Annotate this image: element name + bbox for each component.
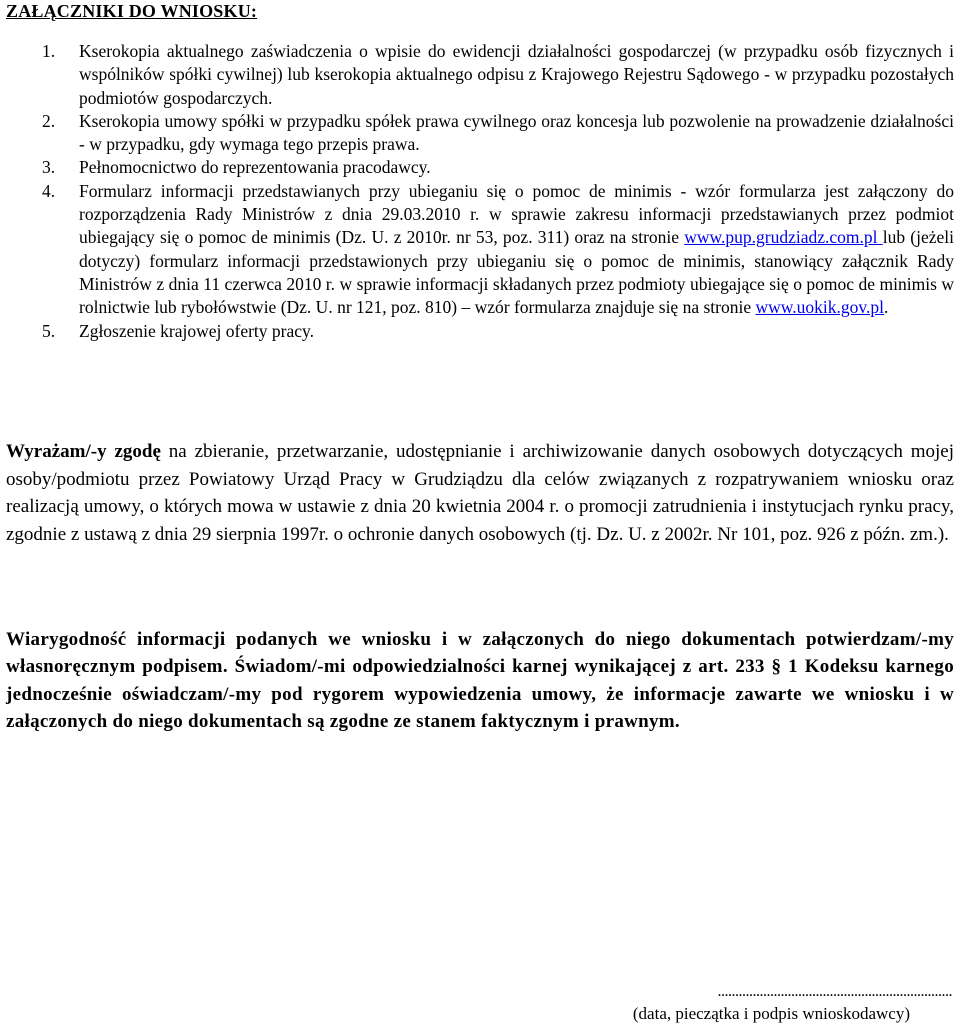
list-item-text: Kserokopia umowy spółki w przypadku spółek prawa cywilnego oraz koncesja lub pozwolenie na prowadzenie działalności - w przypadku, gdy wymaga tego przepis prawa.: [79, 110, 954, 155]
list-item-text: Pełnomocnictwo do reprezentowania pracodawcy.: [79, 157, 431, 178]
list-item-number: 5.: [42, 320, 56, 341]
consent-text: na zbieranie, przetwarzanie, udostępnianie i archiwizowanie danych osobowych dotyczących mojej osoby/podmiotu przez Powiatowy Urząd Pracy w Grudziądzu dla celów związanych z rozpatrywaniem wniosku oraz realizacją umowy, o których mowa w ustawie z dnia 20 kwietnia 2004 r. o promocji zatrudnienia i instytucjach rynku pracy, zgodnie z ustawą z dnia 29 sierpnia 1997r. o ochronie danych osobowych (tj. Dz. U. z 2002r. Nr 101, poz. 926 z późn. zm.).: [6, 441, 955, 545]
uokik-website-link[interactable]: www.uokik.gov.pl: [755, 297, 884, 318]
list-item: [6, 180, 954, 320]
consent-paragraph: [6, 438, 954, 548]
list-item-text-part: .: [883, 297, 889, 318]
signature-line: ...................................................................: [717, 983, 952, 1000]
signature-caption: (data, pieczątka i podpis wnioskodawcy): [632, 1004, 910, 1023]
list-item: [6, 156, 954, 179]
list-item-text: [79, 181, 954, 317]
list-item-number: 3.: [42, 157, 56, 178]
list-item-text-part: Formularz informacji przedstawianych przy ubieganiu się o pomoc de minimis - wzór formularza jest załączony do rozporządzenia Rady Ministrów z dnia 29.03.2010 r. w sprawie zakresu informacji przedstawianych przez podmiot ubiegający się o pomoc de minimis (Dz. U. z 2010r. nr 53, poz. 311) oraz na stronie: [79, 180, 954, 248]
consent-bold-phrase: Wyrażam/-y zgodę: [6, 441, 161, 462]
list-item-text: Kserokopia aktualnego zaświadczenia o wpisie do ewidencji działalności gospodarczej (w przypadku osób fizycznych i wspólników spółki cywilnej) lub kserokopia aktualnego odpisu z Krajowego Rejestru Sądowego - w przypadku pozostałych podmiotów gospodarczych.: [79, 41, 954, 108]
pup-website-link[interactable]: www.pup.grudziadz.com.pl: [684, 227, 883, 248]
list-item-number: 4.: [42, 180, 56, 201]
declaration-paragraph: Wiarygodność informacji podanych we wniosku i w załączonych do niego dokumentach potwierdzam/-my własnoręcznym podpisem. Świadom/-mi odpowiedzialności karnej wynikającej z art. 233 § 1 Kodeksu karnego jednocześnie oświadczam/-my pod rygorem wypowiedzenia umowy, że informacje zawarte we wniosku i w załączonych do niego dokumentach są zgodne ze stanem faktycznym i prawnym.: [6, 629, 954, 733]
attachments-heading: ZAŁĄCZNIKI DO WNIOSKU:: [6, 1, 258, 21]
list-item-number: 1.: [42, 41, 56, 61]
list-item-text: Zgłoszenie krajowej oferty pracy.: [79, 320, 315, 341]
attachments-list: [6, 40, 954, 343]
list-item: [6, 320, 954, 343]
list-item-number: 2.: [42, 110, 56, 131]
list-item: [6, 110, 954, 157]
list-item: [6, 40, 954, 110]
list-item-text-part: lub (jeżeli dotyczy) formularz informacji przedstawionych przy ubieganiu się o pomoc de minimis, stanowiący załącznik Rady Ministrów z dnia 11 czerwca 2010 r. w sprawie informacji składanych przez podmioty ubiegające się o pomoc de minimis w rolnictwie lub rybołówstwie (Dz. U. nr 121, poz. 810) – wzór formularza znajduje się na stronie: [79, 227, 954, 318]
